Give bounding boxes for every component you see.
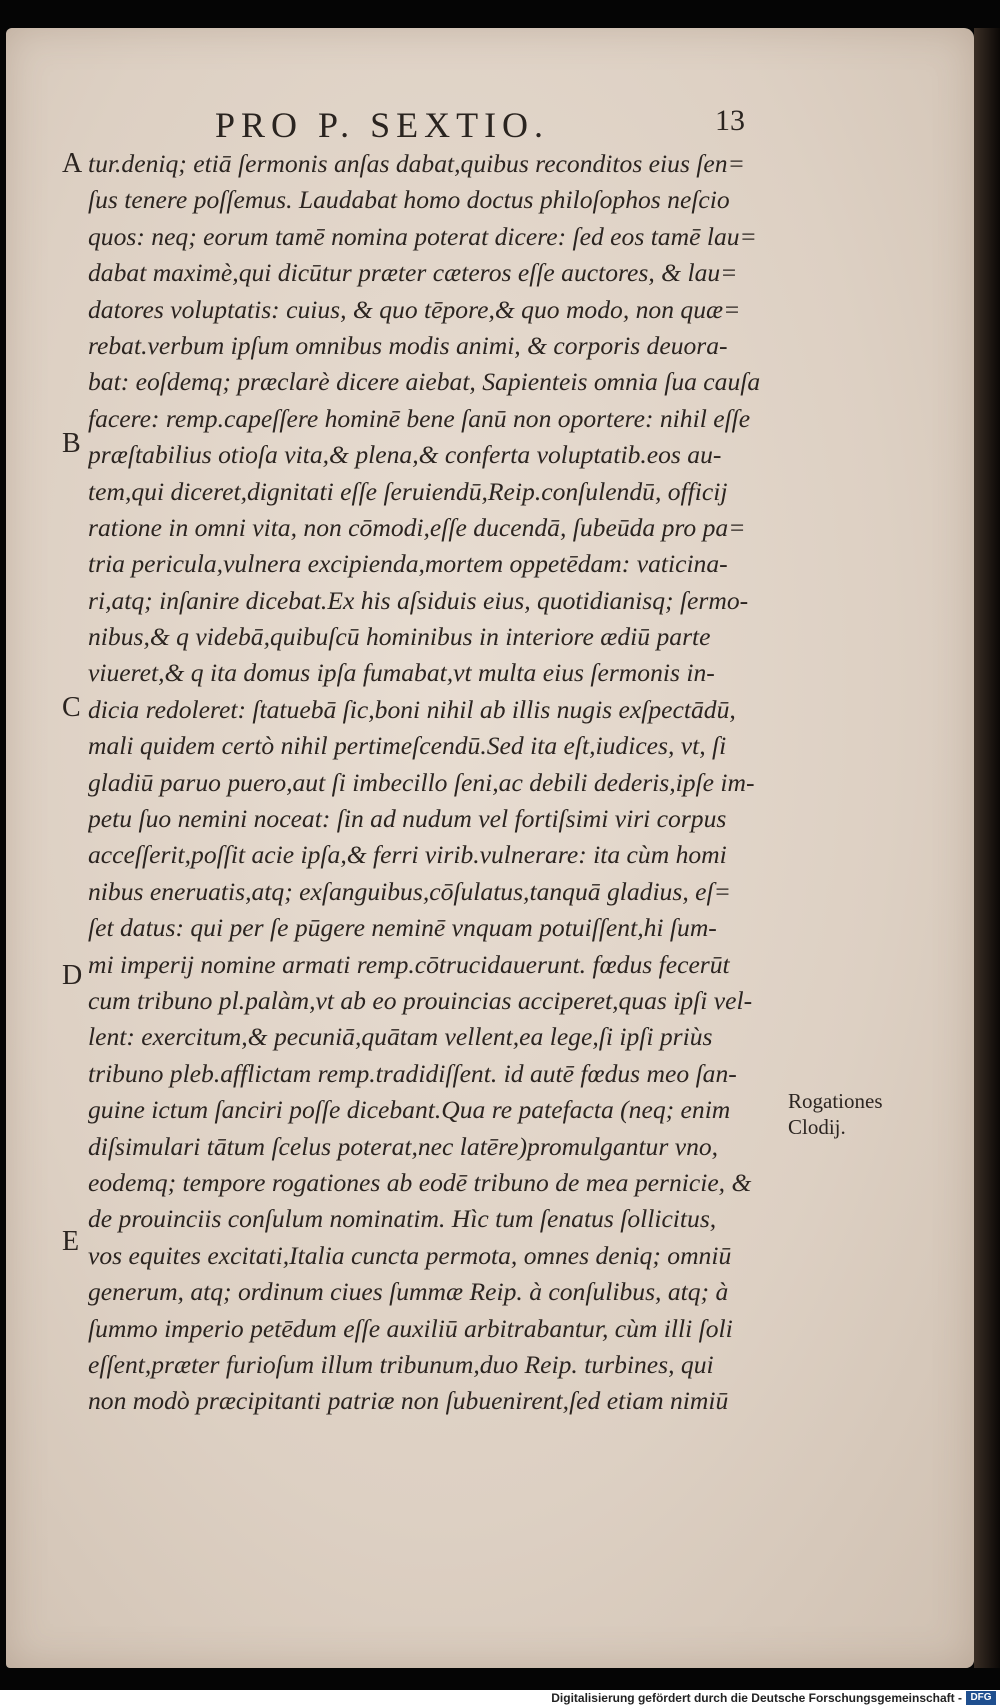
text-line: viueret,& q ita domus ipſa fumabat,vt multa eius ſermonis in-: [88, 658, 715, 688]
text-line: eodemq; tempore rogationes ab eodē tribuno de mea pernicie, &: [88, 1167, 752, 1197]
text-line: dabat maximè,qui dicūtur præter cæteros eſſe auctores, & lau=: [88, 258, 738, 288]
text-line: nibus eneruatis,atq; exſanguibus,cōſulatus,tanquā gladius, eſ=: [88, 876, 731, 906]
body-text: [88, 146, 788, 1420]
text-line: mali quidem certò nihil pertimeſcendū.Sed ita eſt,iudices, vt, ſi: [88, 731, 727, 761]
text-line: diſsimulari tātum ſcelus poterat,nec latēre)promulgantur vno,: [88, 1131, 719, 1161]
text-line: nibus,& q videbā,quibuſcū hominibus in interiore ædiū parte: [88, 622, 711, 652]
footer-bar: [0, 1690, 1000, 1707]
text-line: tur.deniq; etiā ſermonis anſas dabat,quibus reconditos eius ſen=: [88, 149, 745, 178]
text-line: rebat.verbum ipſum omnibus modis animi, & corporis deuora-: [88, 330, 728, 360]
section-letter-b: B: [62, 428, 81, 459]
text-line: de prouinciis conſulum nominatim. Hìc tum ſenatus ſollicitus,: [88, 1204, 717, 1234]
margin-note: [788, 1088, 908, 1140]
text-line: vos equites excitati,Italia cuncta permota, omnes deniq; omniū: [88, 1240, 732, 1270]
dfg-logo: DFG: [966, 1691, 996, 1705]
text-line: bat: eoſdemq; præclarè dicere aiebat, Sapienteis omnia ſua cauſa: [88, 367, 761, 397]
text-line: non modò præcipitanti patriæ non ſubuenirent,ſed etiam nimiū: [88, 1386, 729, 1416]
text-line: lent: exercitum,& pecuniā,quātam vellent,ea lege,ſi ipſi priùs: [88, 1022, 713, 1052]
text-line: facere: remp.capeſſere hominē bene ſanū non oportere: nihil eſſe: [88, 403, 751, 433]
text-line: cum tribuno pl.palàm,vt ab eo prouincias acciperet,quas ipſi vel-: [88, 985, 753, 1015]
digitization-credit: Digitalisierung gefördert durch die Deutsche Forschungsgemeinschaft -: [551, 1691, 962, 1705]
text-line: mi imperij nomine armati remp.cōtrucidauerunt. fœdus fecerūt: [88, 949, 730, 979]
book-edge: [974, 28, 1000, 1668]
section-letter-c: C: [62, 692, 81, 723]
text-line: præſtabilius otioſa vita,& plena,& conferta voluptatib.eos au-: [88, 440, 722, 470]
text-line: ſus tenere poſſemus. Laudabat homo doctus philoſophos neſcio: [88, 185, 730, 215]
text-line: tribuno pleb.afflictam remp.tradidiſſent. id autē fœdus meo ſan-: [88, 1058, 737, 1088]
margin-note-line-1: Rogationes: [788, 1089, 883, 1113]
text-line: eſſent,præter furioſum illum tribunum,duo Reip. turbines, qui: [88, 1349, 714, 1379]
text-line: guine ictum ſanciri poſſe dicebant.Qua re patefacta (neq; enim: [88, 1095, 731, 1125]
text-line: ſet datus: qui per ſe pūgere neminē vnquam potuiſſent,hi ſum-: [88, 913, 717, 943]
page-number: 13: [715, 104, 745, 137]
text-line: dicia redoleret: ſtatuebā ſic,boni nihil ab illis nugis exſpectādū,: [88, 694, 736, 724]
text-line: gladiū paruo puero,aut ſi imbecillo ſeni,ac debili dederis,ipſe im-: [88, 767, 755, 797]
text-line: quos: neq; eorum tamē nomina poterat dicere: ſed eos tamē lau=: [88, 221, 757, 251]
text-line: petu ſuo nemini noceat: ſin ad nudum vel fortiſsimi viri corpus: [88, 804, 727, 834]
text-line: ratione in omni vita, non cōmodi,eſſe ducendā, ſubeūda pro pa=: [88, 512, 746, 542]
margin-note-line-2: Clodij.: [788, 1115, 846, 1139]
text-line: tria pericula,vulnera excipienda,mortem oppetēdam: vaticina-: [88, 549, 728, 579]
section-letter-a: A: [62, 148, 83, 179]
text-line: acceſſerit,poſſit acie ipſa,& ferri virib.vulnerare: ita cùm homi: [88, 840, 727, 870]
text-line: generum, atq; ordinum ciues ſummæ Reip. à conſulibus, atq; à: [88, 1277, 729, 1307]
text-line: datores voluptatis: cuius, & quo tēpore,& quo modo, non quæ=: [88, 294, 741, 324]
section-letter-d: D: [62, 960, 83, 991]
text-line: tem,qui diceret,dignitati eſſe ſeruiendū,Reip.conſulendū, officij: [88, 476, 728, 506]
section-letter-e: E: [62, 1226, 80, 1257]
running-title: PRO P. SEXTIO.: [215, 105, 550, 145]
text-line: ſummo imperio petēdum eſſe auxiliū arbitrabantur, cùm illi ſoli: [88, 1313, 733, 1343]
text-line: ri,atq; inſanire dicebat.Ex his aſsiduis eius, quotidianisq; ſermo-: [88, 585, 749, 615]
